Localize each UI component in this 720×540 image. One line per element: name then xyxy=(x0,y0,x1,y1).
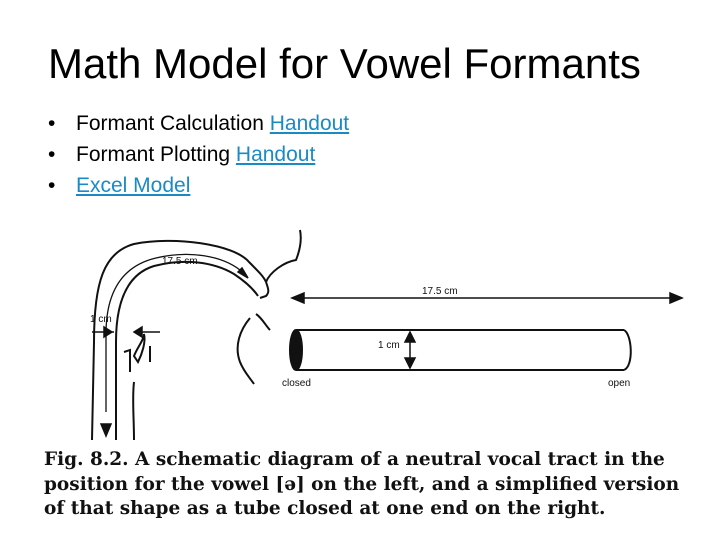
bullet-text xyxy=(76,170,190,201)
bullet-prefix: Formant Plotting xyxy=(76,143,236,166)
bullet-item xyxy=(48,139,349,170)
formant-plotting-handout-link[interactable]: Handout xyxy=(235,143,316,166)
tube-diagram xyxy=(290,330,631,370)
figure-caption xyxy=(44,448,704,522)
bullet-marker: • xyxy=(48,112,56,135)
bullet-item xyxy=(48,108,349,139)
tract-length-label: 17.5 cm xyxy=(162,256,198,267)
excel-model-link[interactable]: Excel Model xyxy=(76,174,191,197)
figure-caption-label: Fig. 8.2. xyxy=(44,449,129,470)
bullet-prefix: Formant Calculation xyxy=(76,112,270,135)
formant-calculation-handout-link[interactable]: Handout xyxy=(269,112,350,135)
vocal-tract-figure xyxy=(34,222,694,442)
bullet-marker: • xyxy=(48,174,56,197)
bullet-text xyxy=(76,108,349,139)
tube-length-label: 17.5 cm xyxy=(422,286,458,297)
tube-width-label: 1 cm xyxy=(378,340,400,351)
closed-end-label: closed xyxy=(282,378,311,389)
bullet-text xyxy=(76,139,315,170)
figure-caption-text: A schematic diagram of a neutral vocal tract in the position for the vowel [ə] on the left, and a simplified version of that shape as a tube closed at one end on the right. xyxy=(44,449,680,519)
bullet-list xyxy=(48,108,349,201)
bullet-marker: • xyxy=(48,143,56,166)
bullet-item xyxy=(48,170,349,201)
slide-title: Math Model for Vowel Formants xyxy=(48,40,641,87)
dimension-markers xyxy=(92,268,682,436)
tract-width-label: 1 cm xyxy=(90,314,112,325)
open-end-label: open xyxy=(608,378,631,389)
